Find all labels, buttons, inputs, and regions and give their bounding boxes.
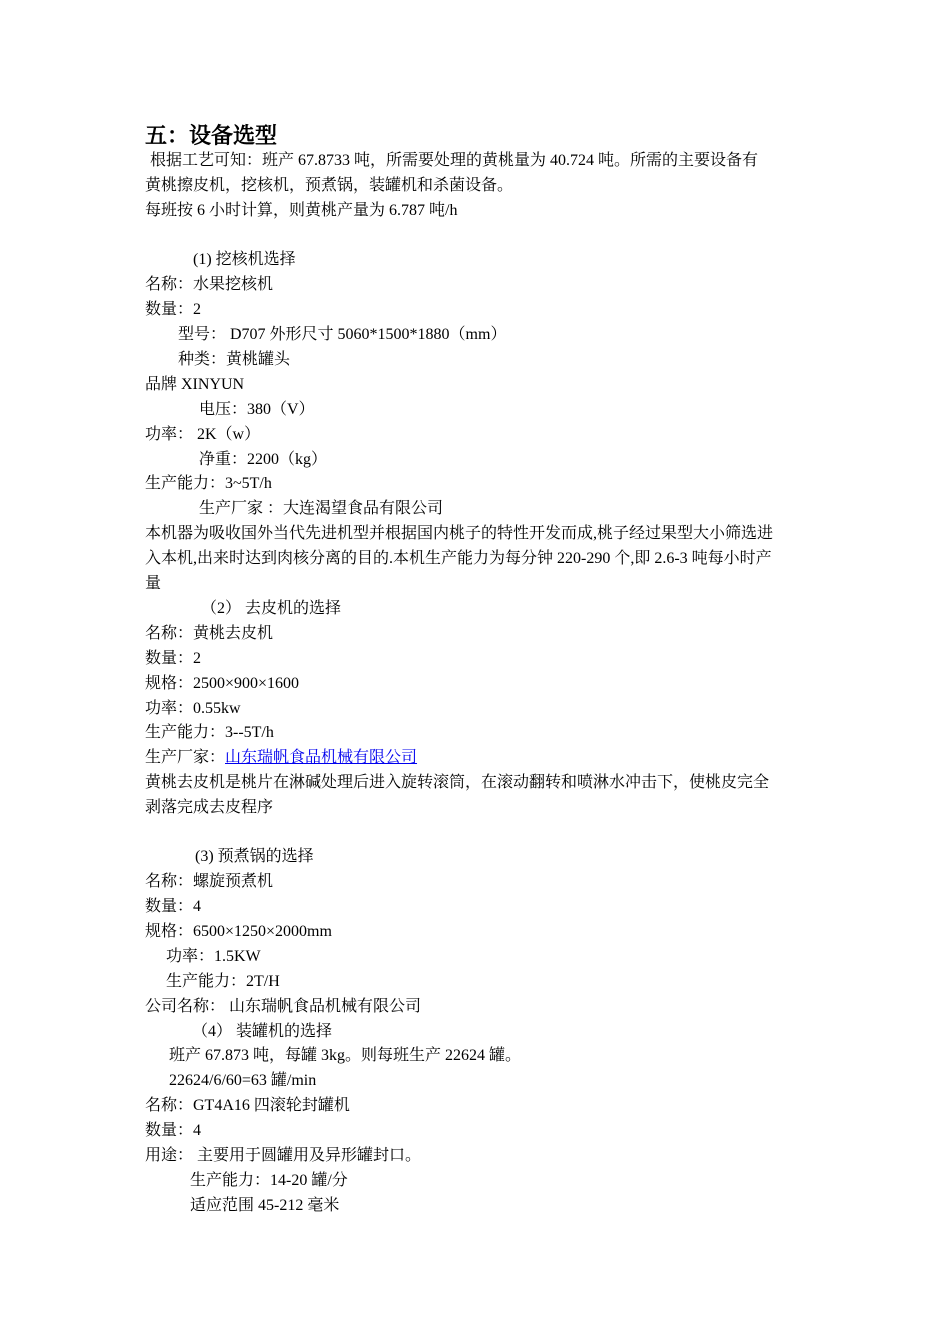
s4-calc-1: 班产 67.873 吨，每罐 3kg。则每班生产 22624 罐。 [169, 1047, 522, 1064]
s3-qty: 数量：4 [145, 898, 202, 915]
s1-model: 型号： D707 外形尺寸 5060*1500*1880（mm） [178, 326, 507, 343]
s1-power: 功率： 2K（w） [145, 426, 261, 443]
s2-title: （2） 去皮机的选择 [201, 600, 342, 617]
section-heading: 五：设备选型 [145, 124, 278, 149]
s2-maker [145, 748, 417, 768]
intro-line-2: 黄桃擦皮机，挖核机，预煮锅，装罐机和杀菌设备。 [145, 177, 514, 194]
s4-qty: 数量：4 [145, 1122, 202, 1139]
s2-power: 功率：0.55kw [145, 700, 241, 717]
s4-capacity: 生产能力：14-20 罐/分 [190, 1172, 348, 1189]
s2-capacity: 生产能力：3--5T/h [145, 724, 274, 741]
s1-name: 名称：水果挖核机 [145, 276, 274, 293]
s2-qty: 数量：2 [145, 650, 202, 667]
s2-desc-1: 黄桃去皮机是桃片在淋碱处理后进入旋转滚筒，在滚动翻转和喷淋水冲击下，使桃皮完全 [145, 774, 770, 791]
s1-brand: 品牌 XINYUN [145, 376, 245, 393]
s3-title: (3) 预煮锅的选择 [195, 848, 314, 865]
s3-power: 功率：1.5KW [166, 948, 261, 965]
s2-spec: 规格：2500×900×1600 [145, 675, 300, 692]
intro-line-1: 根据工艺可知：班产 67.8733 吨，所需要处理的黄桃量为 40.724 吨。所需的主要设备有 [150, 152, 759, 169]
s4-use: 用途： 主要用于圆罐用及异形罐封口。 [145, 1147, 422, 1164]
s1-desc-2: 入本机,出来时达到肉核分离的目的.本机生产能力为每分钟 220-290 个,即 2.6-3 吨每小时产 [145, 550, 772, 567]
s2-name: 名称：黄桃去皮机 [145, 625, 274, 642]
s3-name: 名称：螺旋预煮机 [145, 873, 274, 890]
s3-company: 公司名称： 山东瑞帆食品机械有限公司 [145, 998, 422, 1015]
s1-capacity: 生产能力：3~5T/h [145, 475, 272, 492]
s4-title: （4） 装罐机的选择 [192, 1023, 333, 1040]
s4-calc-2: 22624/6/60=63 罐/min [169, 1072, 317, 1089]
s1-weight: 净重：2200（kg） [199, 451, 328, 468]
maker-link[interactable]: 山东瑞帆食品机械有限公司 [225, 749, 418, 766]
s1-title: (1) 挖核机选择 [193, 251, 296, 268]
s4-name: 名称：GT4A16 四滚轮封罐机 [145, 1097, 350, 1114]
intro-line-3: 每班按 6 小时计算，则黄桃产量为 6.787 吨/h [145, 202, 458, 219]
s1-voltage: 电压：380（V） [199, 401, 315, 418]
s2-desc-2: 剥落完成去皮程序 [145, 799, 274, 816]
s1-desc-3: 量 [145, 575, 162, 592]
s1-qty: 数量：2 [145, 301, 202, 318]
s2-maker-label: 生产厂家： [145, 749, 226, 766]
s1-maker: 生产厂家 ：大连渴望食品有限公司 [199, 500, 444, 517]
s3-capacity: 生产能力：2T/H [166, 973, 280, 990]
s4-range: 适应范围 45-212 毫米 [190, 1197, 340, 1214]
s3-spec: 规格：6500×1250×2000mm [145, 923, 332, 940]
s1-desc-1: 本机器为吸收国外当代先进机型并根据国内桃子的特性开发而成,桃子经过果型大小筛选进 [145, 525, 774, 542]
s1-type: 种类：黄桃罐头 [178, 351, 291, 368]
